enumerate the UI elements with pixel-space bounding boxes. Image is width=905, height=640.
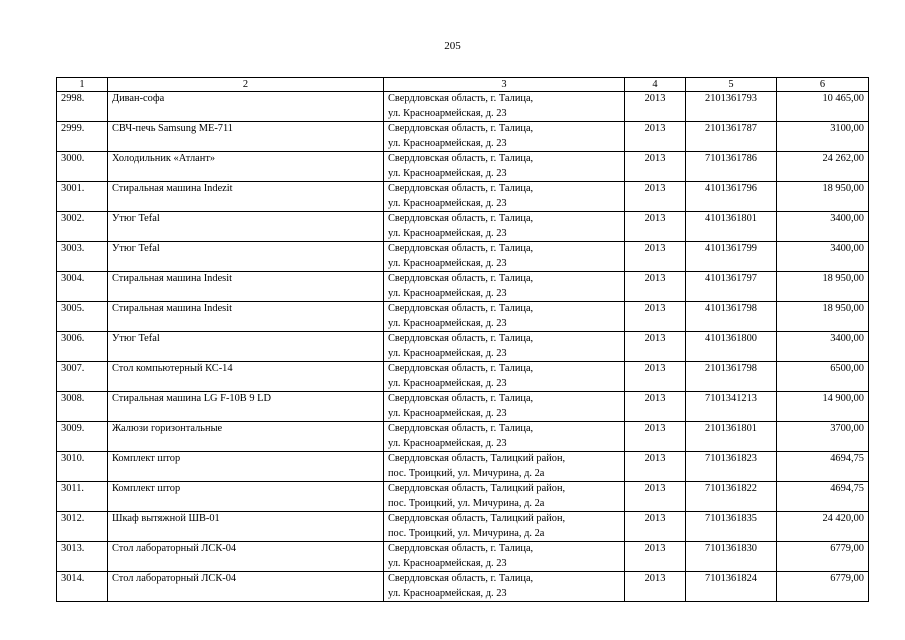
column-header-4: 4: [625, 78, 686, 92]
inventory-number: 2101361787: [686, 122, 777, 152]
address-line-1: Свердловская область, г. Талица,: [388, 573, 534, 584]
inventory-number: 4101361801: [686, 212, 777, 242]
item-cost: 18 950,00: [777, 182, 869, 212]
address-line-1: Свердловская область, г. Талица,: [388, 333, 534, 344]
column-header-5: 5: [686, 78, 777, 92]
address-line-2: пос. Троицкий, ул. Мичурина, д. 2а: [388, 527, 545, 539]
table-row: [57, 542, 869, 572]
row-number: 3004.: [57, 272, 108, 302]
column-header-1: 1: [57, 78, 108, 92]
item-cost: 3400,00: [777, 332, 869, 362]
table-row: [57, 452, 869, 482]
address-line-2: ул. Красноармейская, д. 23: [388, 227, 507, 239]
inventory-number: 4101361800: [686, 332, 777, 362]
item-cost: 18 950,00: [777, 272, 869, 302]
table-row: [57, 152, 869, 182]
address-line-2: ул. Красноармейская, д. 23: [388, 347, 507, 359]
item-year: 2013: [625, 452, 686, 482]
address-line-2: ул. Красноармейская, д. 23: [388, 317, 507, 329]
item-address: [384, 122, 625, 152]
row-number: 2999.: [57, 122, 108, 152]
item-address: [384, 482, 625, 512]
table-row: [57, 332, 869, 362]
item-cost: 10 465,00: [777, 92, 869, 122]
item-address: [384, 302, 625, 332]
address-line-1: Свердловская область, г. Талица,: [388, 393, 534, 404]
item-address: [384, 242, 625, 272]
inventory-number: 7101361824: [686, 572, 777, 602]
item-name: Комплект штор: [108, 452, 384, 482]
address-line-1: Свердловская область, Талицкий район,: [388, 483, 566, 494]
row-number: 3014.: [57, 572, 108, 602]
address-line-1: Свердловская область, г. Талица,: [388, 183, 534, 194]
row-number: 3008.: [57, 392, 108, 422]
row-number: 3009.: [57, 422, 108, 452]
column-header-3: 3: [384, 78, 625, 92]
item-year: 2013: [625, 572, 686, 602]
item-cost: 24 420,00: [777, 512, 869, 542]
address-line-1: Свердловская область, г. Талица,: [388, 213, 534, 224]
item-cost: 4694,75: [777, 482, 869, 512]
item-cost: 3700,00: [777, 422, 869, 452]
row-number: 3007.: [57, 362, 108, 392]
address-line-2: ул. Красноармейская, д. 23: [388, 407, 507, 419]
inventory-number: 7101361835: [686, 512, 777, 542]
row-number: 3000.: [57, 152, 108, 182]
item-year: 2013: [625, 332, 686, 362]
address-line-1: Свердловская область, г. Талица,: [388, 153, 534, 164]
address-line-1: Свердловская область, Талицкий район,: [388, 453, 566, 464]
address-line-2: ул. Красноармейская, д. 23: [388, 197, 507, 209]
property-registry-table: [56, 77, 869, 602]
address-line-2: ул. Красноармейская, д. 23: [388, 257, 507, 269]
table-row: [57, 302, 869, 332]
item-address: [384, 572, 625, 602]
table-row: [57, 212, 869, 242]
inventory-number: 7101361822: [686, 482, 777, 512]
item-year: 2013: [625, 512, 686, 542]
address-line-2: ул. Красноармейская, д. 23: [388, 167, 507, 179]
item-name: Стол лабораторный ЛСК-04: [108, 572, 384, 602]
item-cost: 3400,00: [777, 242, 869, 272]
row-number: 3012.: [57, 512, 108, 542]
table-row: [57, 122, 869, 152]
table-row: [57, 92, 869, 122]
item-cost: 3400,00: [777, 212, 869, 242]
inventory-number: 4101361797: [686, 272, 777, 302]
item-cost: 6500,00: [777, 362, 869, 392]
address-line-1: Свердловская область, г. Талица,: [388, 243, 534, 254]
item-address: [384, 422, 625, 452]
item-year: 2013: [625, 122, 686, 152]
item-address: [384, 182, 625, 212]
item-address: [384, 512, 625, 542]
inventory-number: 7101361786: [686, 152, 777, 182]
address-line-2: ул. Красноармейская, д. 23: [388, 107, 507, 119]
table-row: [57, 182, 869, 212]
item-name: Шкаф вытяжной ШВ-01: [108, 512, 384, 542]
inventory-number: 4101361799: [686, 242, 777, 272]
item-name: Холодильник «Атлант»: [108, 152, 384, 182]
inventory-number: 2101361793: [686, 92, 777, 122]
item-year: 2013: [625, 392, 686, 422]
item-name: Диван-софа: [108, 92, 384, 122]
item-year: 2013: [625, 212, 686, 242]
item-name: Утюг Tefal: [108, 242, 384, 272]
address-line-1: Свердловская область, г. Талица,: [388, 123, 534, 134]
address-line-2: пос. Троицкий, ул. Мичурина, д. 2а: [388, 467, 545, 479]
item-year: 2013: [625, 242, 686, 272]
address-line-2: ул. Красноармейская, д. 23: [388, 287, 507, 299]
item-address: [384, 452, 625, 482]
item-address: [384, 212, 625, 242]
row-number: 2998.: [57, 92, 108, 122]
inventory-number: 4101361798: [686, 302, 777, 332]
item-address: [384, 542, 625, 572]
item-year: 2013: [625, 152, 686, 182]
inventory-number: 2101361801: [686, 422, 777, 452]
item-name: Стиральная машина Indesit: [108, 272, 384, 302]
address-line-2: ул. Красноармейская, д. 23: [388, 437, 507, 449]
item-year: 2013: [625, 542, 686, 572]
table-row: [57, 392, 869, 422]
item-address: [384, 272, 625, 302]
address-line-2: ул. Красноармейская, д. 23: [388, 137, 507, 149]
item-cost: 14 900,00: [777, 392, 869, 422]
item-year: 2013: [625, 362, 686, 392]
item-cost: 3100,00: [777, 122, 869, 152]
item-name: Стол компьютерный КС-14: [108, 362, 384, 392]
address-line-1: Свердловская область, г. Талица,: [388, 543, 534, 554]
address-line-2: пос. Троицкий, ул. Мичурина, д. 2а: [388, 497, 545, 509]
item-address: [384, 152, 625, 182]
address-line-1: Свердловская область, г. Талица,: [388, 93, 534, 104]
address-line-1: Свердловская область, г. Талица,: [388, 273, 534, 284]
item-name: Жалюзи горизонтальные: [108, 422, 384, 452]
row-number: 3003.: [57, 242, 108, 272]
item-cost: 24 262,00: [777, 152, 869, 182]
inventory-number: 7101341213: [686, 392, 777, 422]
item-name: Стол лабораторный ЛСК-04: [108, 542, 384, 572]
item-year: 2013: [625, 92, 686, 122]
table-body: [57, 92, 869, 602]
item-year: 2013: [625, 482, 686, 512]
row-number: 3005.: [57, 302, 108, 332]
address-line-2: ул. Красноармейская, д. 23: [388, 557, 507, 569]
inventory-number: 7101361830: [686, 542, 777, 572]
item-year: 2013: [625, 272, 686, 302]
item-cost: 18 950,00: [777, 302, 869, 332]
row-number: 3001.: [57, 182, 108, 212]
table-row: [57, 572, 869, 602]
row-number: 3006.: [57, 332, 108, 362]
item-address: [384, 392, 625, 422]
column-header-2: 2: [108, 78, 384, 92]
item-year: 2013: [625, 422, 686, 452]
item-year: 2013: [625, 302, 686, 332]
table-row: [57, 512, 869, 542]
row-number: 3011.: [57, 482, 108, 512]
item-address: [384, 332, 625, 362]
table-row: [57, 272, 869, 302]
table-header-row: [57, 78, 869, 92]
table-row: [57, 422, 869, 452]
item-name: Стиральная машина LG F-10B 9 LD: [108, 392, 384, 422]
page-number: 205: [444, 40, 461, 52]
table-row: [57, 242, 869, 272]
item-name: Утюг Tefal: [108, 212, 384, 242]
item-name: Утюг Tefal: [108, 332, 384, 362]
column-header-6: 6: [777, 78, 869, 92]
inventory-number: 7101361823: [686, 452, 777, 482]
item-cost: 6779,00: [777, 542, 869, 572]
item-cost: 4694,75: [777, 452, 869, 482]
item-name: Комплект штор: [108, 482, 384, 512]
item-name: СВЧ-печь Samsung ME-711: [108, 122, 384, 152]
table-row: [57, 362, 869, 392]
item-cost: 6779,00: [777, 572, 869, 602]
table-row: [57, 482, 869, 512]
address-line-1: Свердловская область, г. Талица,: [388, 363, 534, 374]
row-number: 3013.: [57, 542, 108, 572]
address-line-1: Свердловская область, г. Талица,: [388, 303, 534, 314]
item-name: Стиральная машина Indezit: [108, 182, 384, 212]
inventory-number: 4101361796: [686, 182, 777, 212]
item-year: 2013: [625, 182, 686, 212]
address-line-2: ул. Красноармейская, д. 23: [388, 377, 507, 389]
row-number: 3002.: [57, 212, 108, 242]
item-name: Стиральная машина Indesit: [108, 302, 384, 332]
address-line-2: ул. Красноармейская, д. 23: [388, 587, 507, 599]
row-number: 3010.: [57, 452, 108, 482]
item-address: [384, 362, 625, 392]
address-line-1: Свердловская область, Талицкий район,: [388, 513, 566, 524]
address-line-1: Свердловская область, г. Талица,: [388, 423, 534, 434]
item-address: [384, 92, 625, 122]
inventory-number: 2101361798: [686, 362, 777, 392]
